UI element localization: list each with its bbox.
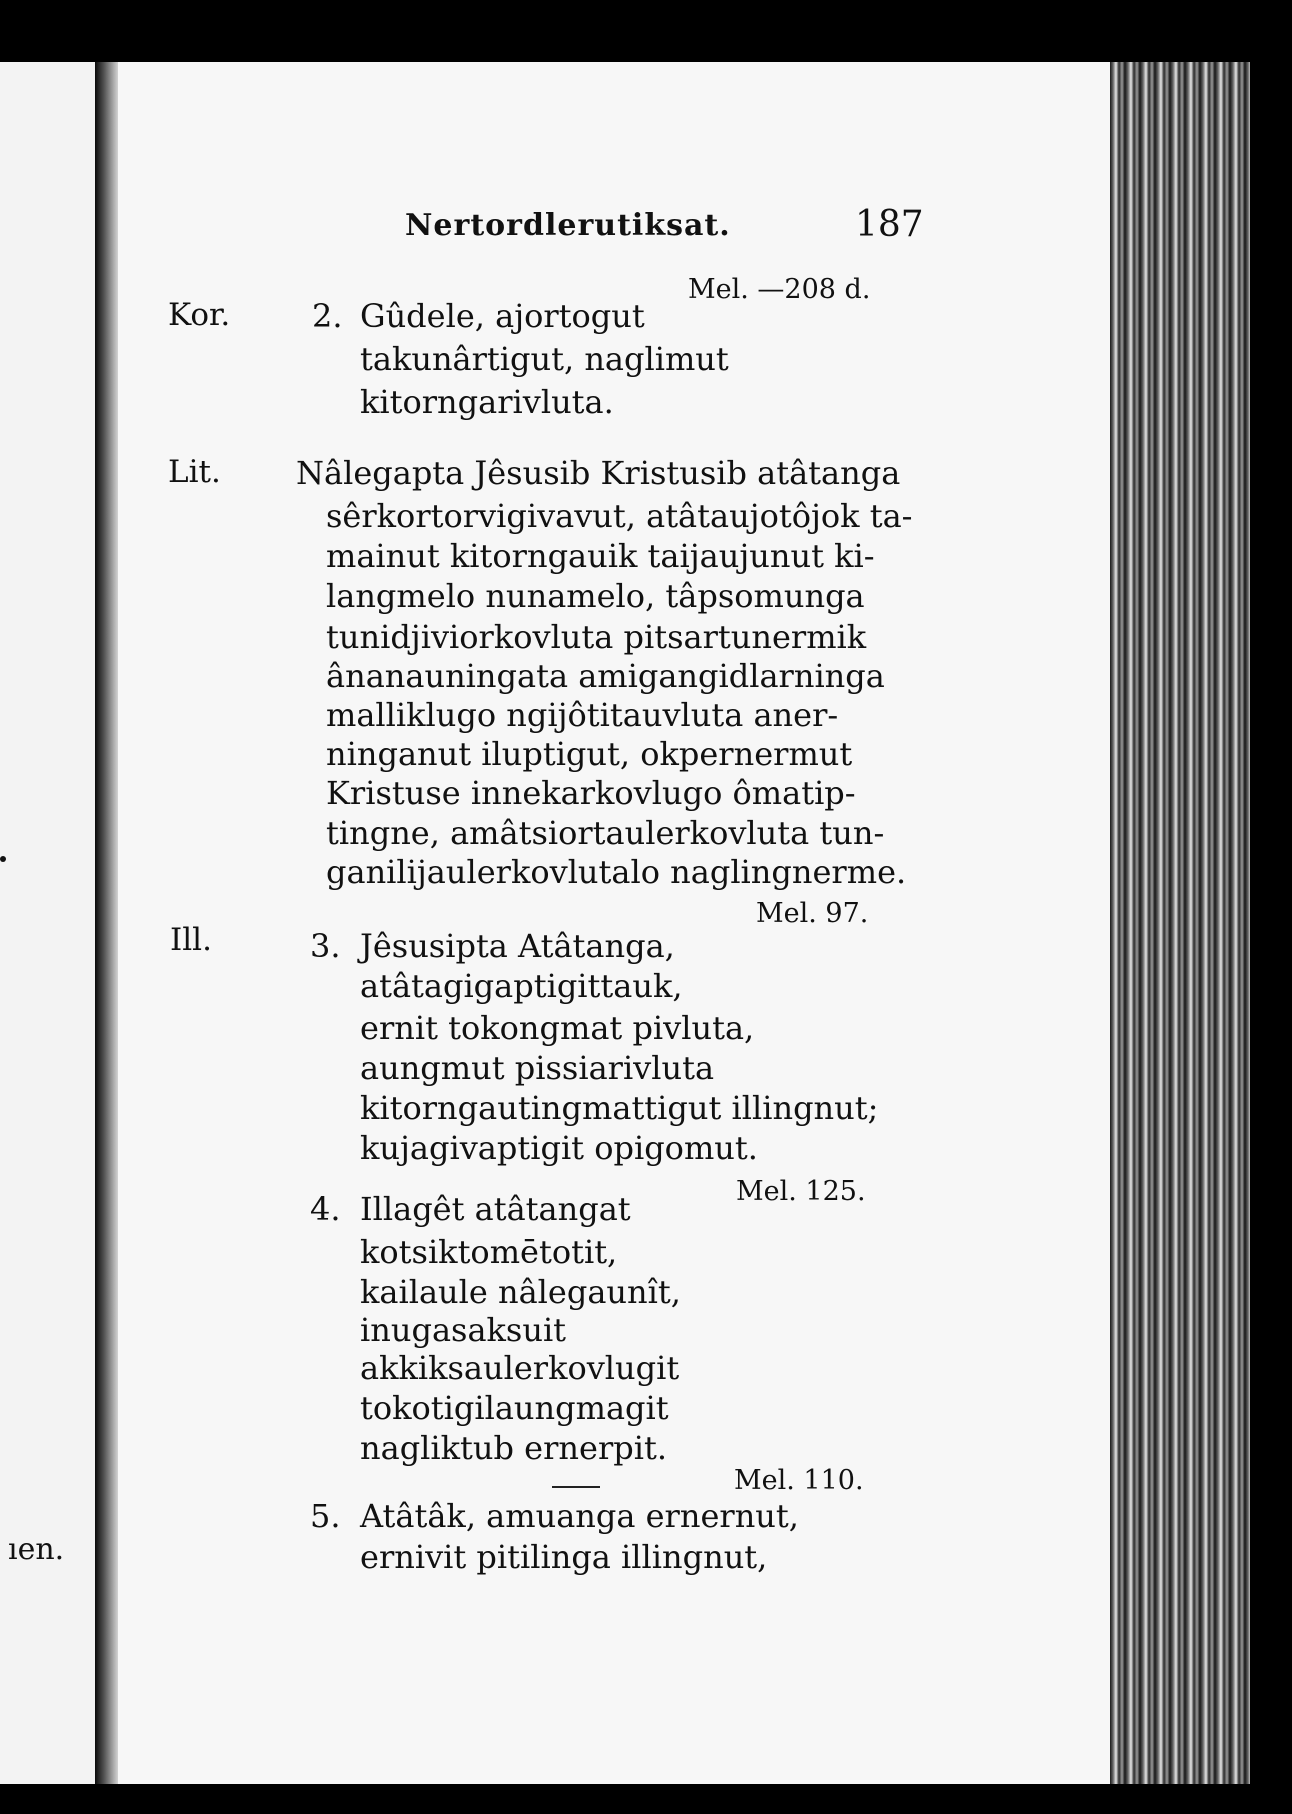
verse-line: atâtagigaptigittauk, (360, 967, 683, 1005)
page-fold-shadow (95, 62, 119, 1784)
verse-line: nagliktub ernerpit. (360, 1429, 667, 1467)
verse-line: tokotigilaungmagit (360, 1389, 669, 1427)
macron-mark (552, 1486, 600, 1488)
verse-line: Gûdele, ajortogut (360, 297, 645, 335)
verse-line: takunârtigut, naglimut (360, 340, 729, 378)
left-page-word: ıen. (8, 1532, 65, 1567)
verse-line: ernit tokongmat pivluta, (360, 1009, 755, 1047)
page-number: 187 (855, 204, 924, 245)
stanza-number: 4. (310, 1190, 341, 1228)
verse-line: kitorngarivluta. (360, 383, 614, 421)
verse-line: inugasaksuit (360, 1311, 567, 1349)
melody-reference: Mel. —208 d. (688, 274, 871, 305)
litany-line: mainut kitorngauik taijaujunut ki- (326, 537, 875, 575)
verse-line: Atâtâk, amuanga ernernut, (360, 1497, 799, 1535)
litany-line: Kristuse innekarkovlugo ômatip- (326, 774, 856, 812)
verse-line: Illagêt atâtangat (360, 1190, 631, 1228)
verse-line: aungmut pissiarivluta (360, 1049, 715, 1087)
litany-line: ânanauningata amigangidlarninga (326, 657, 885, 695)
stanza-number: 5. (310, 1497, 341, 1535)
margin-label-kor: Kor. (168, 297, 231, 333)
litany-line: tunidjiviorkovluta pitsartunermik (326, 618, 867, 656)
melody-reference: Mel. 97. (756, 898, 869, 929)
litany-line: malliklugo ngijôtitauvluta aner- (326, 696, 839, 734)
verse-line: kailaule nâlegaunît, (360, 1273, 681, 1311)
litany-line: sêrkortorvigivavut, atâtaujotôjok ta- (326, 497, 913, 535)
verse-line: kotsiktomētotit, (360, 1233, 618, 1271)
left-page-edge (0, 62, 95, 1784)
page-stack-edge (1110, 62, 1250, 1784)
verse-line: Jêsusipta Atâtanga, (360, 927, 675, 965)
margin-label-lit: Lit. (168, 454, 221, 490)
litany-line: langmelo nunamelo, tâpsomunga (326, 577, 865, 615)
scan-background (1250, 0, 1292, 1814)
ink-dot (0, 856, 6, 862)
litany-line: ganilijaulerkovlutalo naglingnerme. (326, 853, 907, 891)
verse-line: kitorngautingmattigut illingnut; (360, 1089, 879, 1127)
running-head: Nertordlerutiksat. (405, 208, 731, 243)
litany-line: ninganut iluptigut, okpernermut (326, 735, 853, 773)
litany-line: Nâlegapta Jêsusib Kristusib atâtanga (296, 454, 901, 492)
margin-label-ill: Ill. (170, 922, 212, 958)
litany-line: tingne, amâtsiortaulerkovluta tun- (326, 814, 885, 852)
verse-line: akkiksaulerkovlugit (360, 1349, 680, 1387)
melody-reference: Mel. 110. (734, 1465, 864, 1496)
verse-line: kujagivaptigit opigomut. (360, 1129, 758, 1167)
stanza-number: 3. (310, 927, 341, 965)
verse-line: ernivit pitilinga illingnut, (360, 1538, 768, 1576)
melody-reference: Mel. 125. (736, 1176, 866, 1207)
stanza-number: 2. (312, 297, 343, 335)
